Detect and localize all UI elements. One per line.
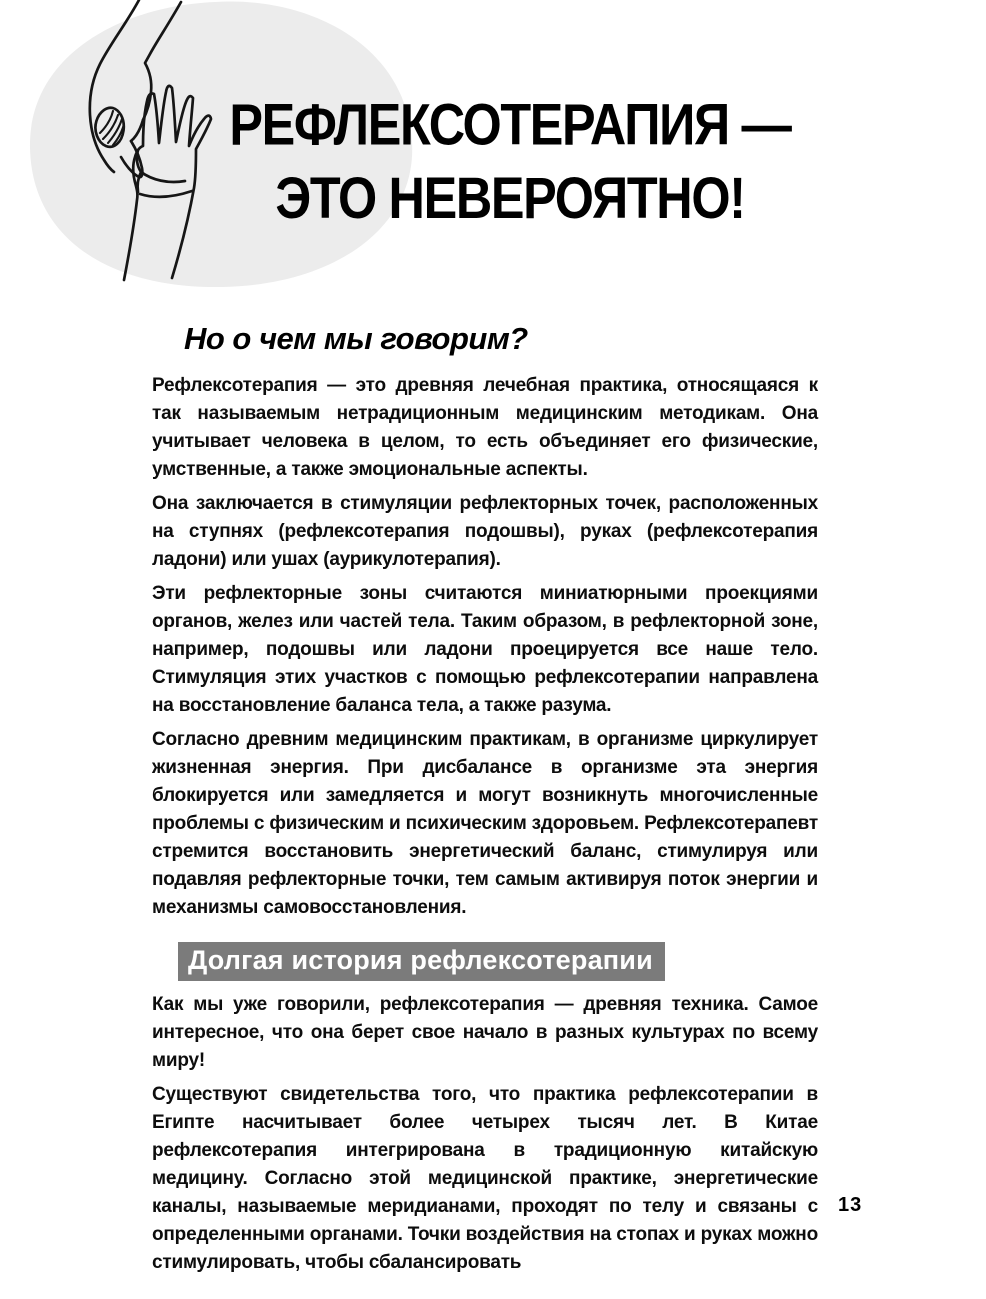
paragraph-2: Она заключается в стимуляции рефлекторных точек, расположенных на ступнях (рефлексотерапия подошвы), руках (рефлексотерапия ладони) или ушах (аурикулотерапия). [152, 493, 818, 570]
chapter-title-line-2: ЭТО НЕВЕРОЯТНО! [275, 164, 745, 231]
section-heading-bar [178, 942, 665, 981]
paragraph-1: Рефлексотерапия — это древняя лечебная практика, относящаяся к так называемым нетрадиционным медицинским методикам. Она учитывает человека в целом, то есть объединяет его физические, умственные, а также эмоциональные аспекты. [152, 375, 818, 480]
text-column [152, 320, 818, 1283]
paragraph-3: Эти рефлекторные зоны считаются миниатюрными проекциями органов, желез или частей тела. Таким образом, в рефлекторной зоне, например, подошвы или ладони проецируется все наше тело. Стимуляция этих участков с помощью рефлексотерапии направлена на восстановление баланса тела, а также разума. [152, 583, 818, 716]
paragraph-6: Существуют свидетельства того, что практика рефлексотерапии в Египте насчитывает более четырех тысяч лет. В Китае рефлексотерапия интегрирована в традиционную китайскую медицину. Согласно этой медицинской практике, энергетические каналы, называемые меридианами, проходят по телу и связаны с определенными органами. Точки воздействия на стопах и руках можно стимулировать, чтобы сбалансировать [152, 1084, 818, 1273]
paragraph-4: Согласно древним медицинским практикам, в организме циркулирует жизненная энергия. При дисбалансе в организме эта энергия блокируется или замедляется и могут возникнуть многочисленные проблемы с физическим и психическим здоровьем. Рефлексотерапевт стремится восстановить энергетический баланс, стимулируя или подавляя рефлекторные точки, тем самым активируя поток энергии и механизмы самовосстановления. [152, 729, 818, 918]
chapter-title [195, 88, 825, 235]
page-number: 13 [838, 1194, 863, 1216]
chapter-title-line-1: РЕФЛЕКСОТЕРАПИЯ — [229, 91, 791, 158]
paragraph-5: Как мы уже говорили, рефлексотерапия — древняя техника. Самое интересное, что она берет свое начало в разных культурах по всему миру! [152, 994, 818, 1071]
section-heading: Долгая история рефлексотерапии [188, 945, 653, 975]
intro-heading: Но о чем мы говорим? [184, 321, 528, 356]
